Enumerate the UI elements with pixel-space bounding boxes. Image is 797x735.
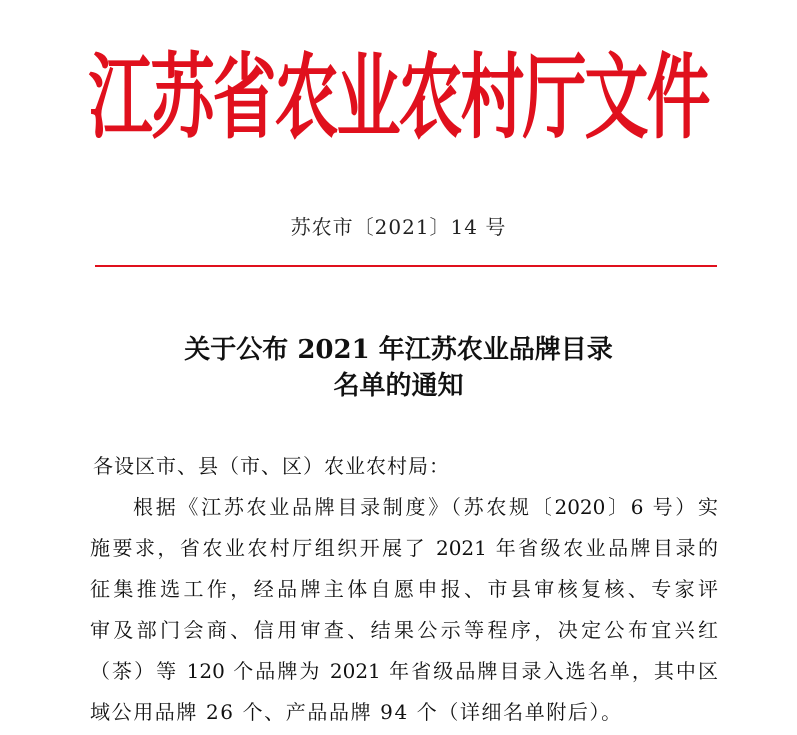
body-paragraph-line: （茶）等 120 个品牌为 2021 年省级品牌目录入选名单，其中区 bbox=[90, 659, 718, 683]
issuer-header: 江苏省农业农村厅文件 bbox=[88, 45, 709, 153]
document-number: 苏农市〔2021〕14 号 bbox=[290, 215, 507, 239]
body-paragraph-line: 施要求，省农业农村厅组织开展了 2021 年省级农业品牌目录的 bbox=[90, 536, 718, 560]
body-paragraph-line: 域公用品牌 26 个、产品品牌 94 个（详细名单附后）。 bbox=[90, 700, 623, 724]
salutation: 各设区市、县（市、区）农业农村局： bbox=[93, 454, 450, 478]
body-paragraph-line: 审及部门会商、信用审查、结果公示等程序，决定公布宜兴红 bbox=[90, 618, 718, 642]
notice-title-line-1: 关于公布 2021 年江苏农业品牌目录 bbox=[184, 335, 613, 365]
body-paragraph-line: 征集推选工作，经品牌主体自愿申报、市县审核复核、专家评 bbox=[90, 577, 718, 601]
body-paragraph-line: 根据《江苏农业品牌目录制度》（苏农规〔2020〕6 号）实 bbox=[133, 495, 718, 519]
red-divider-line bbox=[95, 265, 717, 267]
notice-title-line-2: 名单的通知 bbox=[333, 371, 464, 401]
